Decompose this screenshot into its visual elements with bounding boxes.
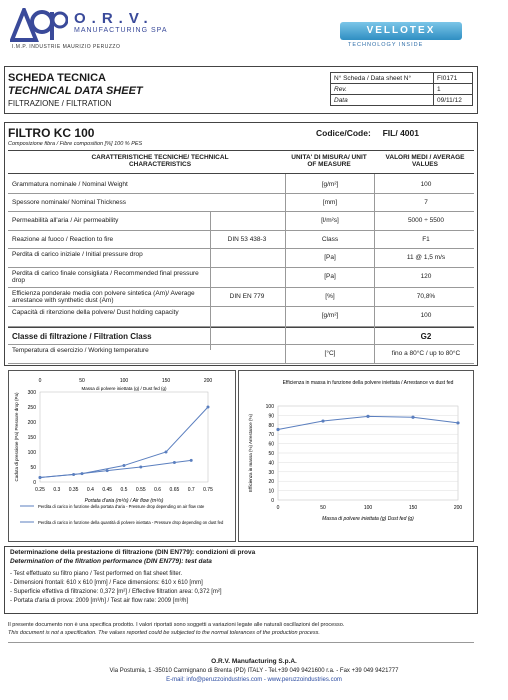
x-top-tick-label: 150 [161,378,171,384]
x-tick-label: 0.5 [120,487,128,493]
table-divider [210,212,211,350]
data-point [39,476,42,479]
series-line [278,416,458,429]
row-unit: [g/m²] [321,181,339,188]
row-unit: [°C] [324,350,336,357]
data-point [456,421,459,424]
y-tick-label: 20 [268,479,274,486]
row-unit: Class [321,236,339,243]
row-value: 120 [420,273,432,280]
y-tick-label: 10 [268,488,274,495]
brand-small: I.M.P. INDUSTRIE MAURIZIO PERUZZO [12,44,121,50]
vellotex-logo: VELLOTEX [340,22,462,40]
y-tick-label: 300 [27,390,36,396]
conditions-line: - Portata d'aria di prova: 2009 [m³/h] / Test air flow rate: 2009 [m³/h] [10,598,189,604]
meta-table [330,72,473,106]
meta-label: Data [331,95,434,106]
data-point [173,461,176,464]
row-value: 7 [424,199,428,206]
y-tick-label: 80 [268,422,274,429]
row-unit: [Pa] [324,273,336,280]
y-axis-label: Efficienza in massa (%) Arrestance (%) [248,414,253,492]
x-top-tick-label: 200 [203,378,213,384]
conditions-title-it: Determinazione della prestazione di filtrazione (DIN EN779): condizioni di prova [10,549,256,556]
row-standard: DIN EN 779 [229,293,265,300]
row-characteristic: Perdita di carico finale consigliata / Recommended final pressure drop [12,270,199,284]
table-divider [374,174,375,364]
y-tick-label: 0 [271,498,274,504]
row-value: 11 @ 1,5 m/s [406,254,446,261]
chart-arrestance [238,370,474,542]
y-tick-label: 200 [27,420,36,426]
doc-title-it: SCHEDA TECNICA [8,72,106,84]
row-unit: [g/m²] [321,312,339,319]
y-tick-label: 50 [30,465,36,471]
conditions-title-en: Determination of the filtration performance (DIN EN779): test data [10,558,212,565]
data-point [207,406,210,409]
row-characteristic: Classe di filtrazione / Filtration Class [12,332,152,341]
table-divider [285,174,286,364]
x-tick-label: 0.7 [187,487,195,493]
row-value: G2 [420,332,432,341]
row-characteristic: Efficienza ponderale media con polvere sintetica (Am)/ Average arrestance with synthetic dust (Am) [12,290,195,304]
code-label-text: Codice/Code: [316,128,371,138]
y-axis-label: Caduta di pressione (Pa) Pressure drop (Pa) [14,392,19,482]
product-name: FILTRO KC 100 [8,126,95,140]
conditions-line: - Superficie effettiva di filtrazione: 0,372 [m²] / Effective filtration area: 0,372 [m²] [10,589,222,595]
chart-title: Efficienza in massa in funzione della polvere iniettata / Arrestance vs dust fed [282,380,454,386]
brand-name: O.R.V. [74,10,154,27]
row-unit: [%] [325,293,335,300]
row-value: F1 [422,236,430,243]
row-unit: [l/m²s] [321,217,339,224]
y-tick-label: 70 [268,432,274,439]
row-characteristic: Perdita di carico iniziale / Initial pressure drop [12,251,143,258]
row-value: 5000 ÷ 5500 [407,217,445,224]
x-tick-label: 150 [408,505,418,511]
data-point [366,415,369,418]
orv-logo-icon [10,8,68,42]
y-tick-label: 100 [27,450,36,456]
x-tick-label: 0.6 [154,487,162,493]
data-point [123,464,126,467]
meta-value: FI0171 [434,73,473,84]
row-characteristic: Permeabilità all'aria / Air permeability [12,217,119,224]
x-axis-label: Massa di polvere iniettata (g) Dust fed (g) [322,516,414,522]
col-characteristics: CARATTERISTICHE TECNICHE/ TECHNICAL CHARACTERISTICS [91,154,229,168]
composition: Composizione fibra / Fibre composition [%] 100 % PES [8,141,143,147]
brand-sub: MANUFACTURING SPA [74,27,168,34]
y-tick-label: 0 [33,480,36,486]
meta-value: 09/11/12 [434,95,473,106]
x-axis-label: Portata d'aria (m³/s) / Air flow (m³/s) [84,498,164,504]
data-point [81,472,84,475]
meta-label: N° Scheda / Data sheet N° [331,73,434,84]
row-characteristic: Spessore nominale/ Nominal Thickness [12,199,127,206]
disclaimer-en: This document is not a specification. The values reported could be subjected to the normal tolerances of the production process. [8,630,320,636]
y-tick-label: 30 [268,469,274,476]
x-tick-label: 50 [320,505,326,511]
row-unit: [Pa] [324,254,336,261]
x-tick-label: 0.65 [169,487,180,493]
x-tick-label: 0.3 [53,487,61,493]
data-point [321,419,324,422]
x-tick-label: 0.25 [35,487,45,493]
row-characteristic: Reazione al fuoco / Reaction to fire [12,236,114,243]
x-tick-label: 0.4 [86,487,94,493]
x-tick-label: 0 [276,505,280,511]
doc-subtitle: FILTRAZIONE / FILTRATION [8,99,112,108]
row-characteristic: Temperatura di esercizio / Working temperature [12,347,149,354]
meta-label: Rev. [331,84,434,95]
row-value: 100 [420,312,432,319]
chart-pressure-drop [8,370,236,542]
x-tick-label: 0.35 [68,487,79,493]
x-tick-label: 0.45 [102,487,113,493]
vellotex-sub: TECHNOLOGY INSIDE [348,42,424,48]
x-top-tick-label: 0 [38,378,42,384]
x-top-tick-label: 50 [79,378,85,384]
code-value: FIL/ 4001 [382,128,419,138]
y-tick-label: 100 [265,404,274,410]
y-tick-label: 40 [268,460,274,467]
footer-divider [8,642,474,643]
y-tick-label: 150 [27,435,36,441]
data-point [411,416,414,419]
col-unit: UNITA' DI MISURA/ UNIT OF MEASURE [291,154,367,168]
row-unit: [mm] [322,199,338,206]
row-value: 70,8% [416,293,436,300]
footer-address: Via Postumia, 1 -35010 Carmignano di Brenta (PD) ITALY - Tel.+39 049 9421600 r.a. - Fax +39 049 9421777 [109,668,399,674]
y-tick-label: 60 [268,441,274,448]
y-tick-label: 250 [27,405,36,411]
chart-title: Massa di polvere iniettata (g) / Dust fed (g) [81,386,167,391]
y-tick-label: 90 [268,413,274,420]
doc-title-en: TECHNICAL DATA SHEET [8,85,143,97]
row-characteristic: Capacità di ritenzione della polvere/ Dust holding capacity [12,309,179,316]
x-tick-label: 100 [363,505,373,511]
legend-label: Perdita di carico in funzione della portata d'aria - Pressure drop depending on air flow rate [38,504,205,509]
legend-label: Perdita di carico in funzione della quantità di polvere iniettata - Pressure drop depending on dust fed [38,520,224,525]
x-tick-label: 200 [453,505,463,511]
data-point [190,459,193,462]
data-point [139,466,142,469]
meta-value: 1 [434,84,473,95]
data-point [276,428,279,431]
row-standard: DIN 53 438-3 [227,236,267,243]
row-value: 100 [420,181,432,188]
y-tick-label: 50 [268,451,274,457]
code-label [316,128,419,138]
x-top-tick-label: 100 [119,378,129,384]
disclaimer-it: Il presente documento non è una specifica prodotto. I valori riportati sono soggetti a variazioni legate alle naturali oscillazioni del processo. [8,622,345,628]
footer-company: O.R.V. Manufacturing S.p.A. [211,658,297,665]
row-value: fino a 80°C / up to 80°C [391,350,461,357]
x-tick-label: 0.55 [135,487,146,493]
conditions-line: - Dimensioni frontali: 610 x 610 [mm] / Face dimensions: 610 x 610 [mm] [10,580,203,586]
x-tick-label: 0.75 [203,487,213,493]
data-point [165,451,168,454]
conditions-line: - Test effettuato su filtro piano / Test performed on flat sheet filter. [10,571,183,577]
row-characteristic: Grammatura nominale / Nominal Weight [12,181,128,188]
footer-email[interactable]: E-mail: info@peruzzoindustries.com - www.peruzzoindustries.com [166,677,342,683]
data-point [106,469,109,472]
col-values: VALORI MEDI / AVERAGE VALUES [385,154,465,168]
